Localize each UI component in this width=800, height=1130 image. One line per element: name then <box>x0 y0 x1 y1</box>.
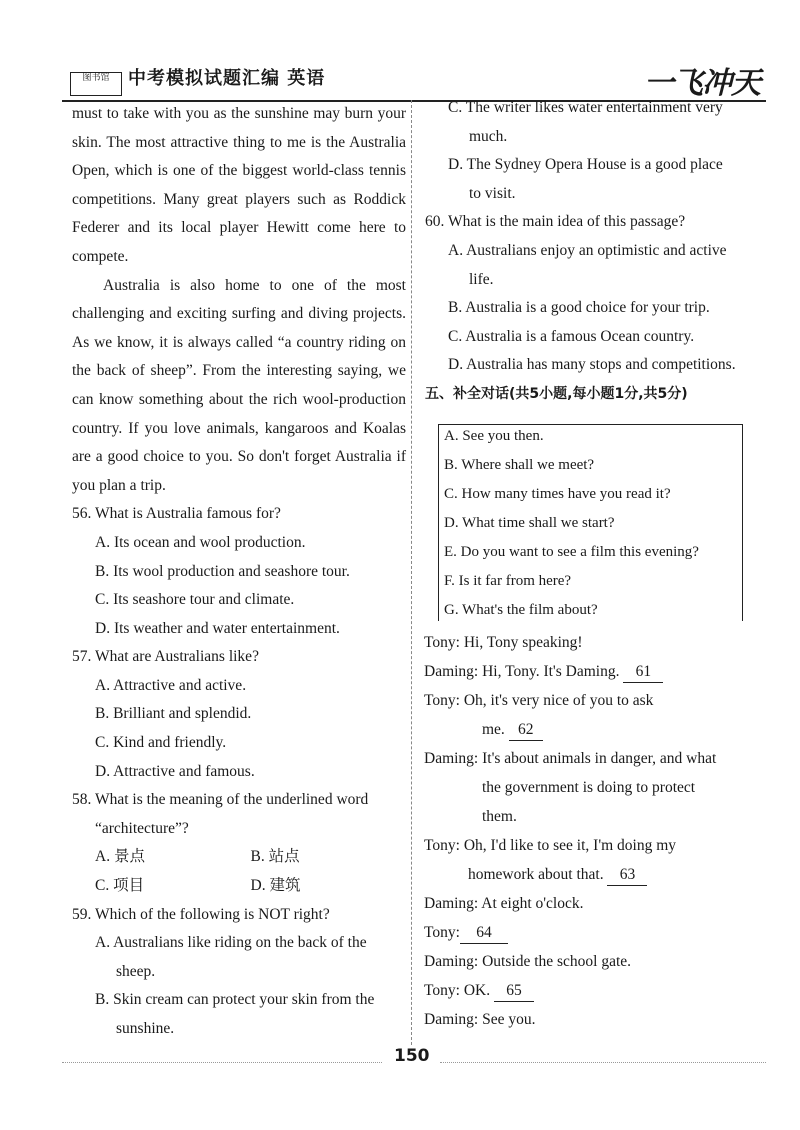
question-59: 59. Which of the following is NOT right? <box>72 905 330 923</box>
passage-paragraph: Australia is also home to one of the most challenging and exciting surfing and diving projects. As we know, it is always called “a country riding on the back of sheep”. From the interesting saying, we can know something about the rich wool-production country. If you love animals, kangaroos and Koalas are a good choice to you. So don't forget Australia if you plan a trip. <box>72 276 406 494</box>
series-title: 中考模拟试题汇编 英语 <box>128 68 326 89</box>
dialog-text: Daming: Hi, Tony. It's Daming. <box>424 663 620 680</box>
passage-paragraph: must to take with you as the sunshine may burn your skin. The most attractive thing to me is the Australia Open, which is one of the biggest world-class tennis competitions. Many great players such as Roddick Federer and its local player Hewitt come here to compete. <box>72 105 406 265</box>
dialog-line: Tony: Oh, it's very nice of you to ask <box>424 692 654 709</box>
option-56-b: B. Its wool production and seashore tour. <box>95 562 350 580</box>
option-56-d: D. Its weather and water entertainment. <box>95 619 340 637</box>
option-58-c: C. 项目 <box>95 877 145 895</box>
option-59-d-cont: to visit. <box>469 184 516 202</box>
option-60-d: D. Australia has many stops and competitions. <box>448 356 736 374</box>
option-59-a: A. Australians like riding on the back of the <box>95 934 367 952</box>
option-58-d: D. 建筑 <box>250 877 301 895</box>
dialog-line: Tony: Hi, Tony speaking! <box>424 634 583 651</box>
dialog-line: Daming: See you. <box>424 1011 536 1028</box>
footer-rule-right <box>440 1062 766 1063</box>
blank-62: 62 <box>509 720 543 741</box>
dialog-line: the government is doing to protect <box>482 779 696 796</box>
dialog-line <box>424 715 764 744</box>
option-59-b-cont: sunshine. <box>116 1020 175 1037</box>
option-59-c-cont: much. <box>469 127 508 145</box>
page-number: 150 <box>394 1046 430 1066</box>
option-59-b: B. Skin cream can protect your skin from the <box>95 991 375 1009</box>
dialog-option-c: C. How many times have you read it? <box>444 486 671 502</box>
question-57: 57. What are Australians like? <box>72 648 259 666</box>
question-60: 60. What is the main idea of this passage? <box>425 213 686 231</box>
option-60-b: B. Australia is a good choice for your trip. <box>448 299 710 317</box>
option-57-b: B. Brilliant and splendid. <box>95 705 252 723</box>
blank-64: 64 <box>460 923 508 944</box>
dialog-line: Daming: It's about animals in danger, and what <box>424 750 717 767</box>
dialog-line <box>424 860 764 889</box>
dialog-line <box>424 657 764 686</box>
dialog-option-e: E. Do you want to see a film this evening? <box>444 544 699 560</box>
dialog <box>424 628 764 1034</box>
question-58: 58. What is the meaning of the underlined word <box>72 791 369 809</box>
dialog-text: Tony: OK. <box>424 982 491 999</box>
dialog-option-d: D. What time shall we start? <box>444 515 615 531</box>
question-58-word: “architecture”? <box>95 819 189 837</box>
option-59-c: C. The writer likes water entertainment very <box>448 99 723 116</box>
brand-title: 一飞冲天 <box>644 66 760 101</box>
dialog-option-a: A. See you then. <box>444 428 544 444</box>
dialog-line: Daming: At eight o'clock. <box>424 895 584 912</box>
question-56: 56. What is Australia famous for? <box>72 505 281 523</box>
option-56-c: C. Its seashore tour and climate. <box>95 591 295 609</box>
dialog-line: Daming: Outside the school gate. <box>424 953 632 970</box>
option-58-a: A. 景点 <box>95 848 145 866</box>
option-60-c: C. Australia is a famous Ocean country. <box>448 327 695 345</box>
dialog-line: Tony: Oh, I'd like to see it, I'm doing my <box>424 837 677 854</box>
option-60-a: A. Australians enjoy an optimistic and active <box>448 241 727 259</box>
dialog-option-b: B. Where shall we meet? <box>444 457 595 473</box>
option-56-a: A. Its ocean and wool production. <box>95 533 306 551</box>
dialog-line <box>424 976 764 1005</box>
dialog-text: Tony: <box>424 924 460 941</box>
blank-61: 61 <box>623 662 663 683</box>
option-59-a-cont: sheep. <box>116 962 156 980</box>
option-57-a: A. Attractive and active. <box>95 676 247 694</box>
right-column <box>425 94 765 409</box>
dialog-line <box>424 918 764 947</box>
dialog-option-f: F. Is it far from here? <box>444 573 572 589</box>
option-58-b: B. 站点 <box>250 848 300 866</box>
dialog-option-g: G. What's the film about? <box>444 602 598 618</box>
section-title: 五、补全对话(共5小题,每小题1分,共5分) <box>425 385 688 402</box>
column-divider <box>411 100 412 1045</box>
option-57-c: C. Kind and friendly. <box>95 734 227 752</box>
blank-65: 65 <box>494 981 534 1002</box>
left-column <box>72 100 406 1044</box>
footer-rule-left <box>62 1062 382 1063</box>
option-57-d: D. Attractive and famous. <box>95 762 255 780</box>
library-stamp-logo: 图书馆 <box>70 72 122 96</box>
dialog-text: me. <box>482 721 505 738</box>
dialog-line: them. <box>482 808 517 825</box>
blank-63: 63 <box>607 865 647 886</box>
option-60-a-cont: life. <box>469 270 494 288</box>
option-row <box>72 872 406 901</box>
dialog-text: homework about that. <box>468 866 604 883</box>
option-row <box>72 843 406 872</box>
option-59-d: D. The Sydney Opera House is a good place <box>448 156 723 174</box>
